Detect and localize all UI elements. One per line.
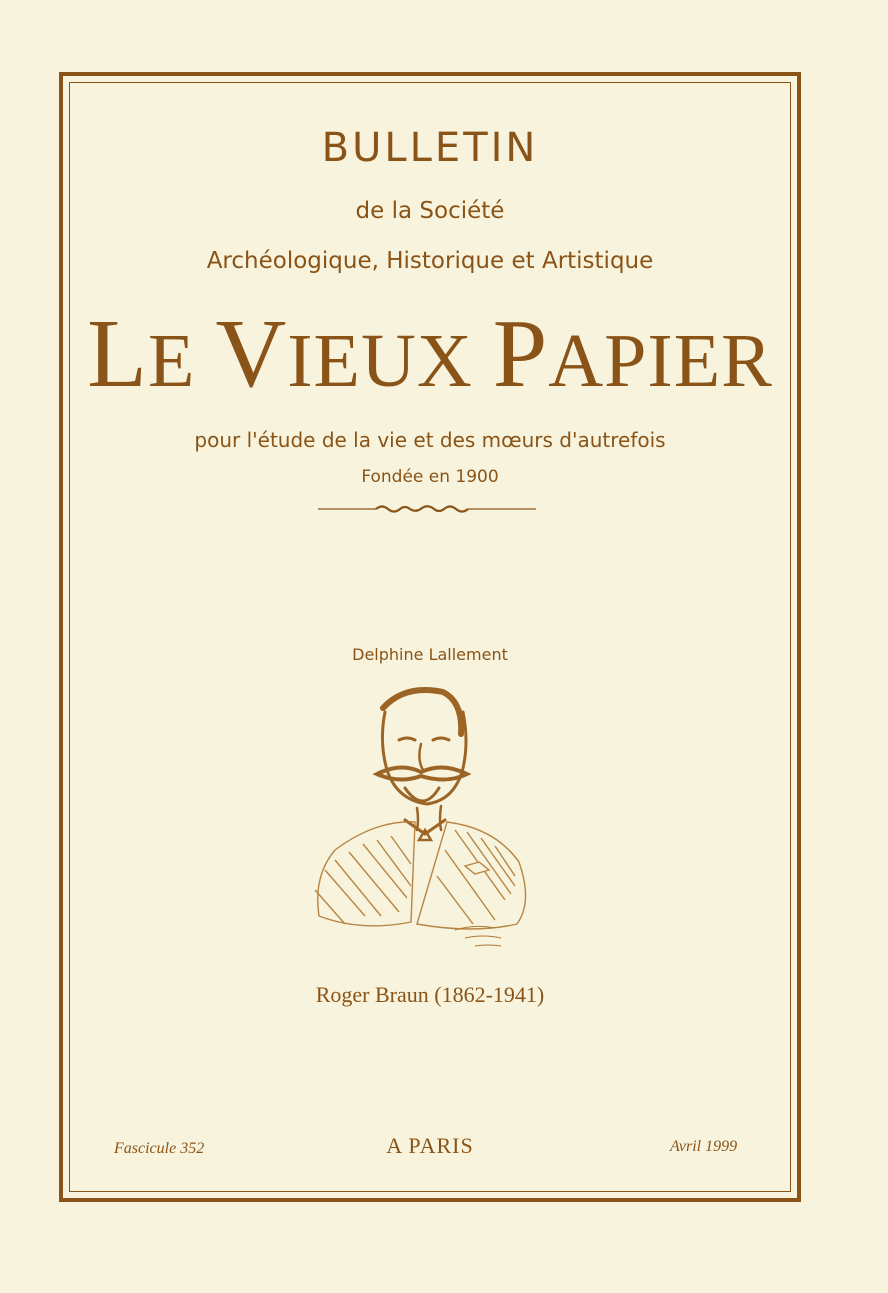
title-letter-p: P: [492, 300, 549, 408]
issue-number: Fascicule 352: [114, 1140, 205, 1157]
issue-date: Avril 1999: [670, 1138, 738, 1155]
bulletin-heading: BULLETIN: [321, 125, 539, 171]
subtitle: pour l'étude de la vie et des mœurs d'autrefois: [194, 428, 666, 452]
title-letters-apier: APIER: [548, 319, 773, 403]
title-letter-l: L: [87, 300, 149, 408]
portrait-sketch-icon: [305, 680, 545, 955]
portrait-caption: Roger Braun (1862-1941): [315, 982, 545, 1007]
ornament-divider-icon: [318, 500, 536, 518]
title-letters-ieux: IEUX: [287, 319, 493, 403]
title-letters-e: E: [148, 319, 216, 403]
journal-title: [69, 300, 791, 408]
author-name: Delphine Lallement: [352, 645, 508, 664]
society-line: de la Société: [355, 198, 505, 224]
title-letter-v: V: [215, 300, 288, 408]
founded-line: Fondée en 1900: [361, 467, 499, 487]
publication-city: A PARIS: [386, 1133, 474, 1158]
society-type-line: Archéologique, Historique et Artistique: [206, 248, 654, 274]
